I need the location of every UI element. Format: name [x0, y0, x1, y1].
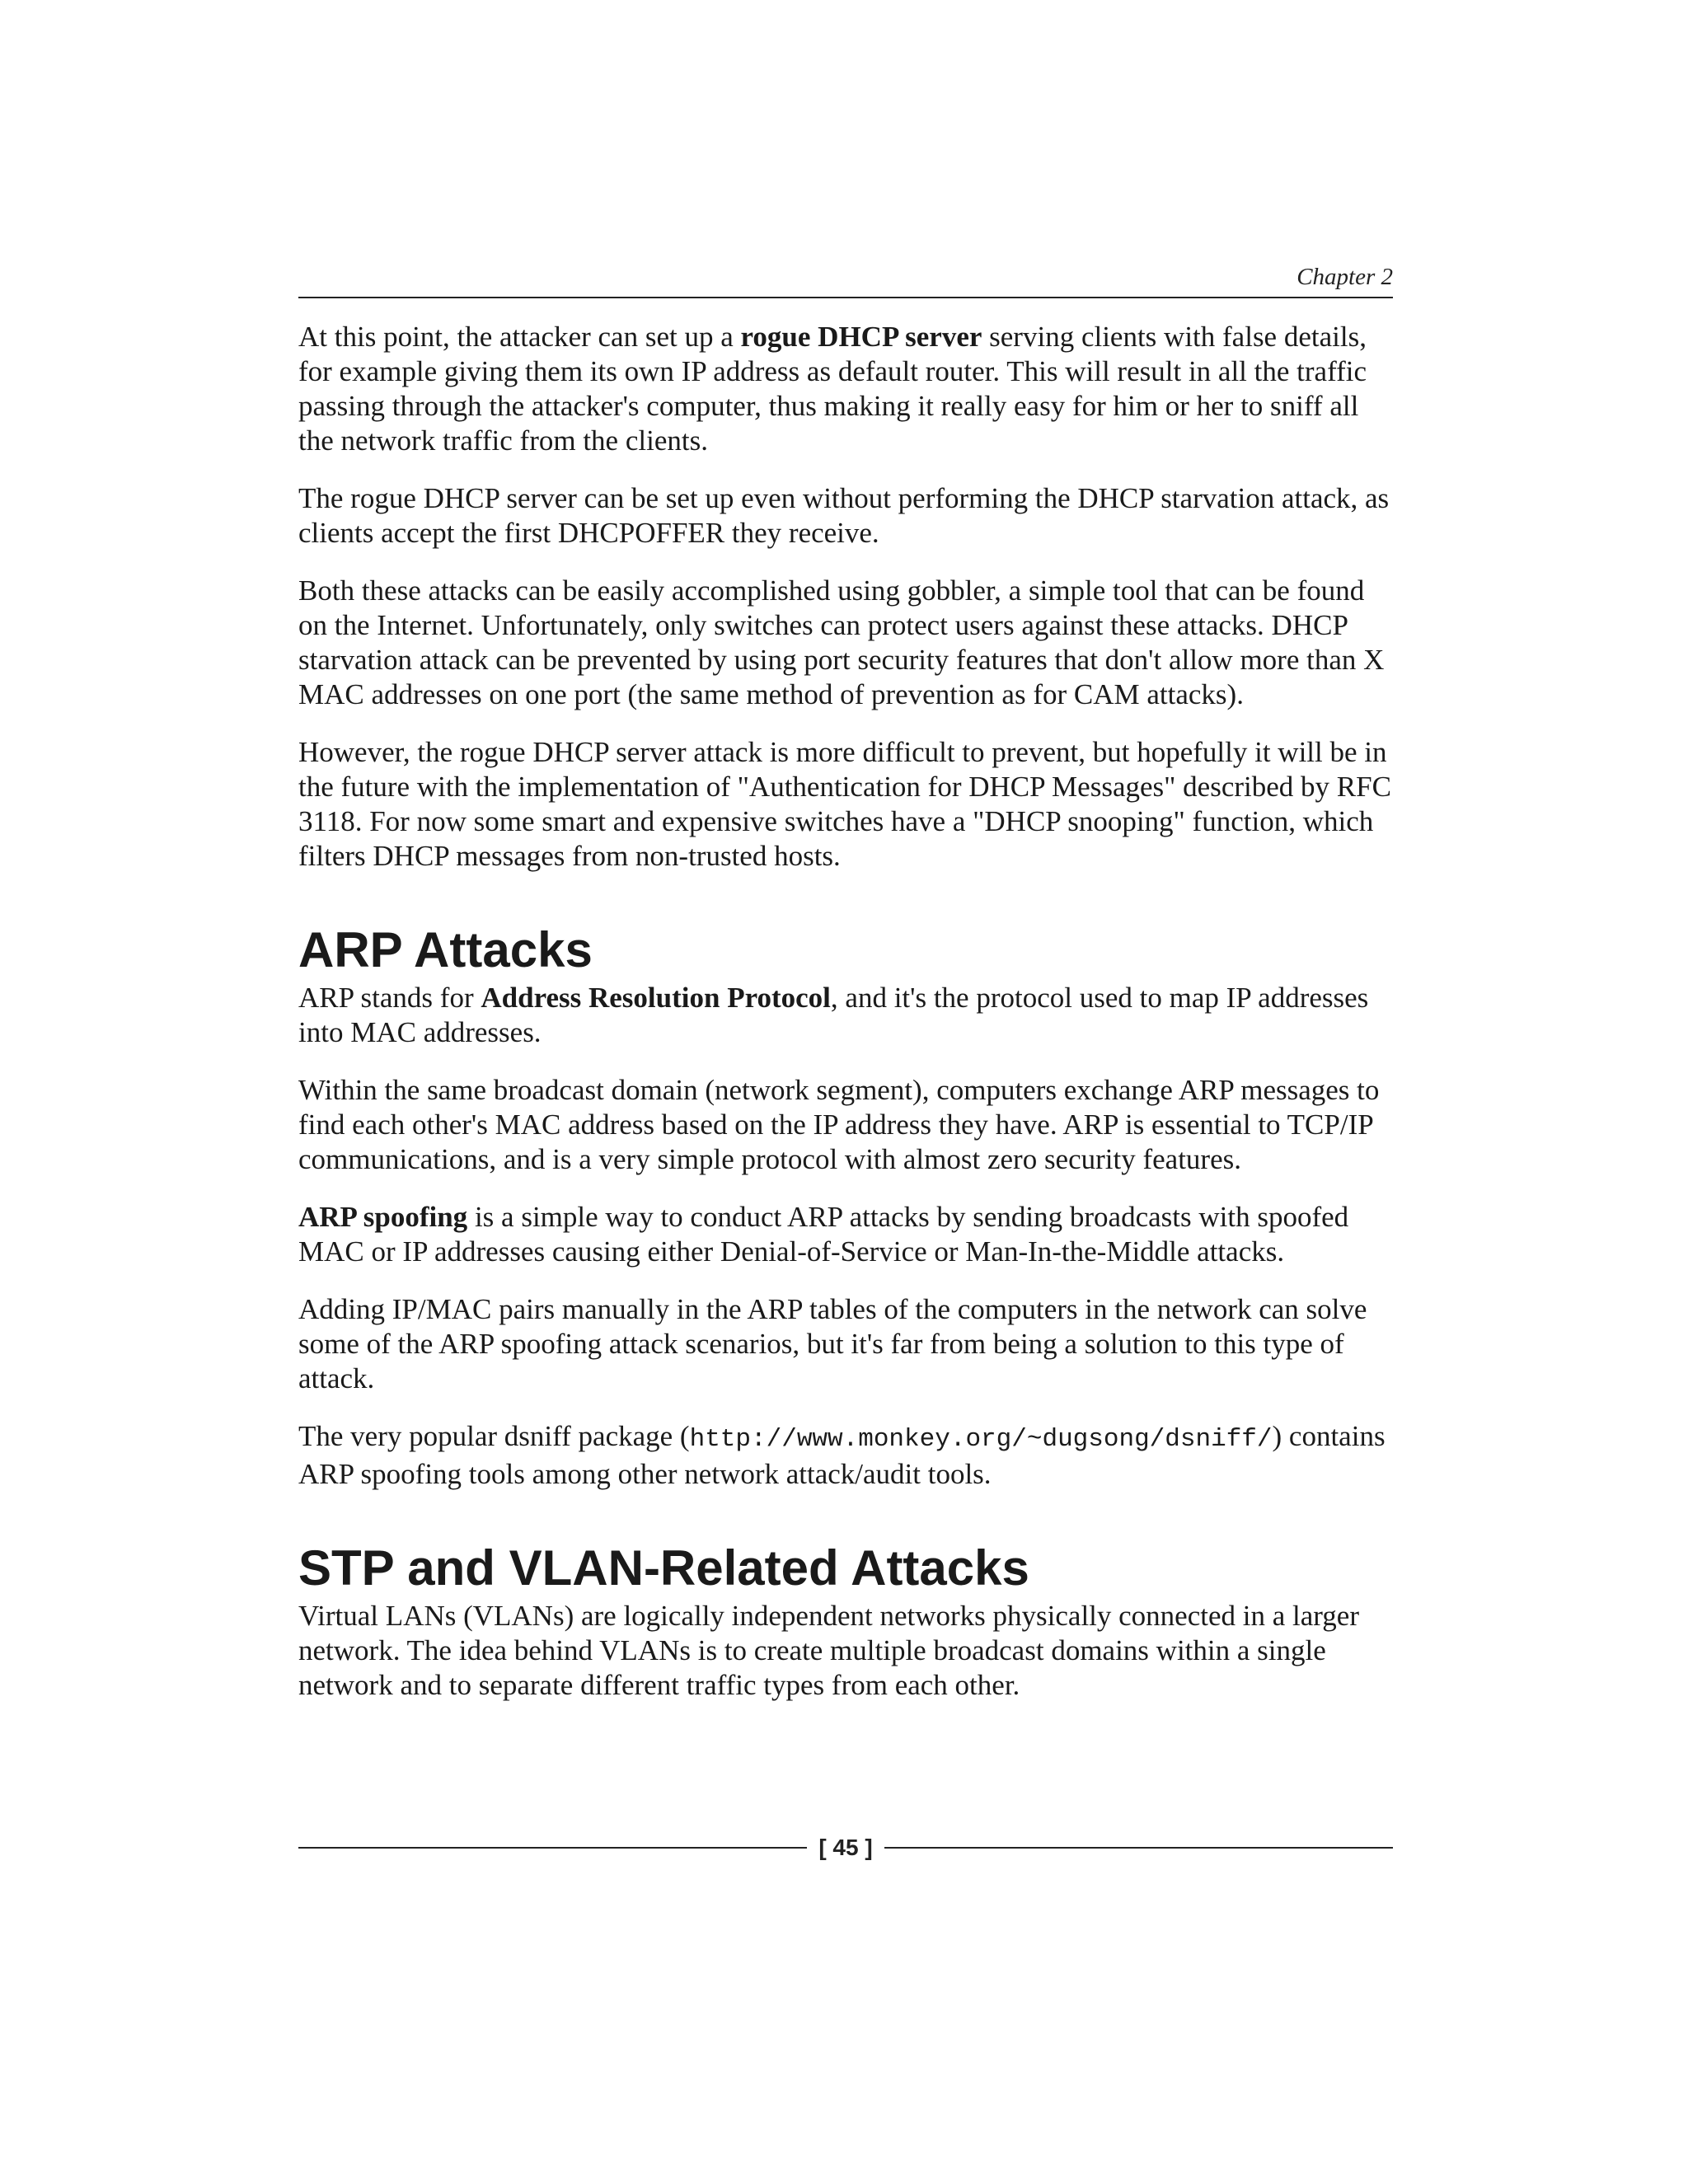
page	[298, 262, 1393, 1726]
paragraph-dsniff	[298, 1419, 1393, 1492]
paragraph-arp-spoofing	[298, 1200, 1393, 1269]
paragraph-gobbler: Both these attacks can be easily accomplished using gobbler, a simple tool that can be found on the Internet. Unfortunately, only switches can protect users against these attacks. DHCP starvation attack can be prevented by using port security features that don't allow more than X MAC addresses on one port (the same method of prevention as for CAM attacks).	[298, 574, 1385, 710]
text: ) contains ARP spoofing tools among other network attack/audit tools.	[298, 1420, 1386, 1490]
paragraph-rogue-dhcp	[298, 320, 1393, 458]
text: ARP stands for	[298, 982, 481, 1014]
text: , and it's the protocol used to map IP addresses into MAC addresses.	[298, 982, 1369, 1048]
paragraph-rogue-without-starvation: The rogue DHCP server can be set up even without performing the DHCP starvation attack, as clients accept the first DHCPOFFER they receive.	[298, 482, 1390, 549]
text: The very popular dsniff package (	[298, 1420, 690, 1452]
paragraph-arp-definition	[298, 981, 1393, 1050]
page-content	[298, 320, 1393, 1703]
text: serving clients with false details, for example giving them its own IP address as default router. This will result in all the traffic passing through the attacker's computer, thus making it really easy for him or her to sniff all the network traffic from the clients.	[298, 321, 1367, 457]
footer-rule-left	[298, 1847, 807, 1849]
running-header: Chapter 2	[298, 262, 1393, 298]
section-heading-stp-vlan: STP and VLAN-Related Attacks	[298, 1540, 1029, 1596]
dsniff-url: http://www.monkey.org/~dugsong/dsniff/	[689, 1425, 1273, 1454]
section-heading-arp: ARP Attacks	[298, 922, 593, 977]
footer-rule-right	[884, 1847, 1393, 1849]
bold-term: Address Resolution Protocol	[481, 982, 831, 1014]
page-footer	[298, 1835, 1393, 1861]
paragraph-arp-broadcast: Within the same broadcast domain (network segment), computers exchange ARP messages to find each other's MAC address based on the IP address they have. ARP is essential to TCP/IP communications, and is a very simple protocol with almost zero security features.	[298, 1074, 1380, 1175]
paragraph-arp-static: Adding IP/MAC pairs manually in the ARP tables of the computers in the network can solve some of the ARP spoofing attack scenarios, but it's far from being a solution to this type of attack.	[298, 1293, 1367, 1394]
text: is a simple way to conduct ARP attacks by sending broadcasts with spoofed MAC or IP addresses causing either Denial-of-Service or Man-In-the-Middle attacks.	[298, 1201, 1349, 1268]
paragraph-vlan: Virtual LANs (VLANs) are logically independent networks physically connected in a larger network. The idea behind VLANs is to create multiple broadcast domains within a single network and to separate different traffic types from each other.	[298, 1600, 1359, 1701]
bold-term: rogue DHCP server	[740, 321, 982, 353]
bold-term: ARP spoofing	[298, 1201, 468, 1233]
paragraph-rfc3118: However, the rogue DHCP server attack is more difficult to prevent, but hopefully it will be in the future with the implementation of "Authentication for DHCP Messages" described by RFC 3118. For now some smart and expensive switches have a "DHCP snooping" function, which filters DHCP messages from non-trusted hosts.	[298, 736, 1391, 872]
page-number: [ 45 ]	[818, 1835, 873, 1860]
text: At this point, the attacker can set up a	[298, 321, 741, 353]
